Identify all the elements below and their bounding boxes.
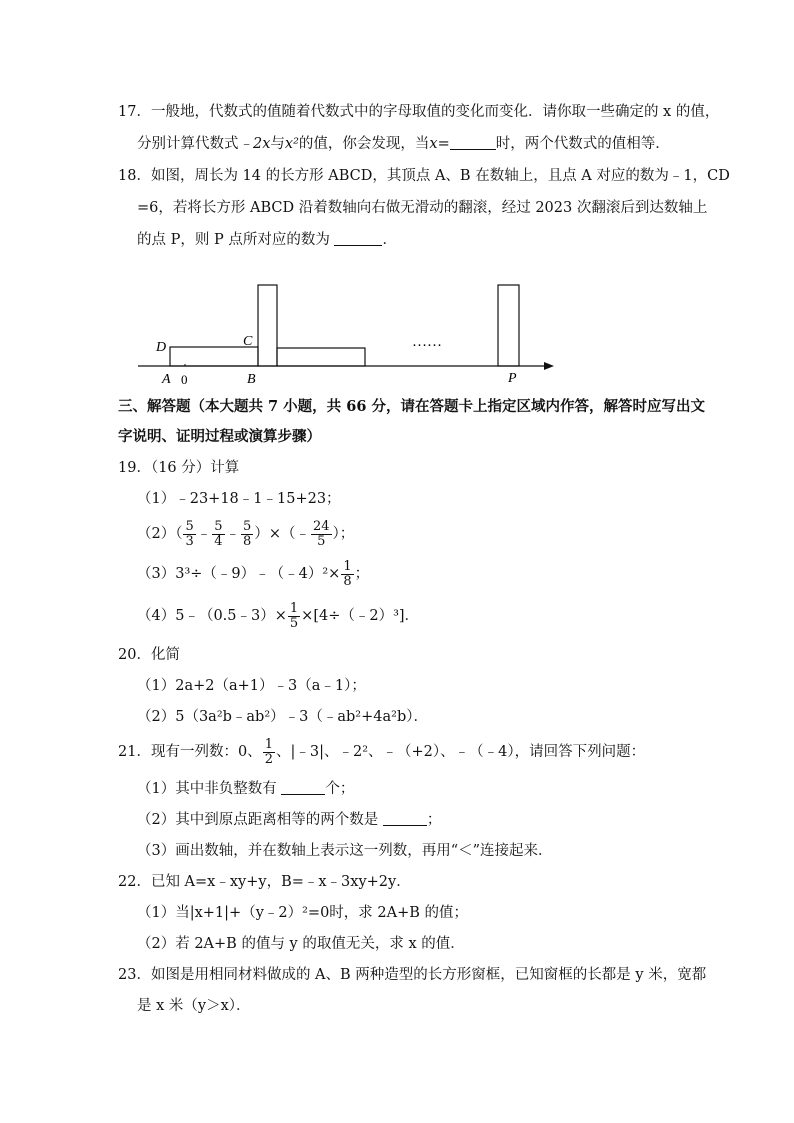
- q20-part2: （2）5（3a²b﹣ab²）﹣3（﹣ab²+4a²b）．: [137, 709, 428, 725]
- fraction: $\frac{24}{5}$: [312, 518, 330, 549]
- q17-line1: 17．一般地，代数式的值随着代数式中的字母取值的变化而变化．请你取一些确定的 x 的值，: [118, 104, 720, 120]
- q23-line2: 是 x 米（y＞x）．: [137, 998, 251, 1014]
- q22-part2: （2）若 2A+B 的值与 y 的取值无关，求 x 的值．: [137, 936, 465, 952]
- fraction: $\frac{1}{2}$: [264, 736, 273, 767]
- ellipsis: ……: [412, 334, 442, 350]
- q18-line2: =6，若将长方形 ABCD 沿着数轴向右做无滑动的翻滚，经过 2023 次翻滚后到达数轴上: [137, 200, 708, 216]
- rectangle-at-p: [498, 285, 519, 366]
- label-zero: 0: [181, 372, 188, 387]
- fraction: $\frac{5}{4}$: [214, 518, 223, 549]
- q21-part1: （1）其中非负整数有 个；: [137, 781, 355, 797]
- label-c: C: [243, 334, 253, 349]
- q19-part3: （3）3³÷（﹣9）﹣（﹣4）²× $\frac{1}{8}$ ；: [137, 558, 370, 589]
- q22-part1: （1）当|x+1|+（y﹣2）²=0时，求 2A+B 的值；: [137, 905, 469, 921]
- q23-line1: 23．如图是用相同材料做成的 A、B 两种造型的长方形窗框，已知窗框的长都是 y 米，宽都: [118, 967, 707, 983]
- rectangle-standing-1: [258, 285, 277, 366]
- rectangle-abcd: [170, 347, 258, 366]
- q20-part1: （1）2a+2（a+1）﹣3（a﹣1）；: [137, 678, 366, 694]
- q21-blank-2: [383, 811, 427, 826]
- label-d: D: [156, 340, 167, 355]
- label-b: B: [247, 372, 256, 387]
- fraction: $\frac{5}{3}$: [185, 518, 194, 549]
- q17-answer-blank: [450, 135, 496, 150]
- q18-figure: [130, 278, 560, 390]
- q18-line1: 18．如图，周长为 14 的长方形 ABCD，其顶点 A、B 在数轴上，且点 A 对应的数为﹣1，CD: [118, 168, 730, 184]
- q19-part4: （4）5﹣（0.5﹣3）× $\frac{1}{5}$ ×[4÷（﹣2）³]．: [137, 600, 420, 631]
- q21-part3: （3）画出数轴，并在数轴上表示这一列数，再用“＜”连接起来．: [137, 843, 553, 859]
- label-p: P: [508, 371, 517, 386]
- rectangle-lying-2: [277, 348, 365, 366]
- q22-intro: 22．已知 A=x﹣xy+y，B=﹣x﹣3xy+2y．: [118, 874, 411, 890]
- q19-title: 19．（16 分）计算: [118, 460, 240, 476]
- q18-answer-blank: [334, 231, 382, 246]
- q21-part2: （2）其中到原点距离相等的两个数是 ；: [137, 812, 442, 828]
- q19-part2: （2）（ $\frac{5}{3}$ ﹣ $\frac{5}{4}$ ﹣ $\frac{5}{8}$ ）×（﹣ $\frac{24}{5}$ ）；: [137, 518, 355, 549]
- q19-part1: （1）﹣23+18﹣1﹣15+23；: [137, 491, 341, 507]
- q17-line2: 分别计算代数式﹣2x与x²的值，你会发现，当x= 时，两个代数式的值相等．: [137, 136, 670, 152]
- q20-title: 20．化简: [118, 647, 180, 663]
- q21-intro: 21．现有一列数：0、 $\frac{1}{2}$ 、|﹣3|、﹣2²、﹣（+2）、﹣（﹣4），请回答下列问题：: [118, 736, 646, 767]
- q21-blank-1: [281, 780, 325, 795]
- fraction: $\frac{1}{8}$: [343, 558, 352, 589]
- q18-line3: 的点 P，则 P 点所对应的数为 ．: [137, 232, 397, 248]
- section-3-heading-line2: 字说明、证明过程或演算步骤）: [118, 428, 321, 445]
- label-a: A: [162, 372, 171, 387]
- arrow-head-icon: [544, 362, 554, 370]
- fraction: $\frac{1}{5}$: [289, 600, 299, 631]
- fraction: $\frac{5}{8}$: [243, 518, 252, 549]
- section-3-heading-line1: 三、解答题（本大题共 7 小题，共 66 分，请在答题卡上指定区域内作答，解答时应写出文: [118, 398, 705, 415]
